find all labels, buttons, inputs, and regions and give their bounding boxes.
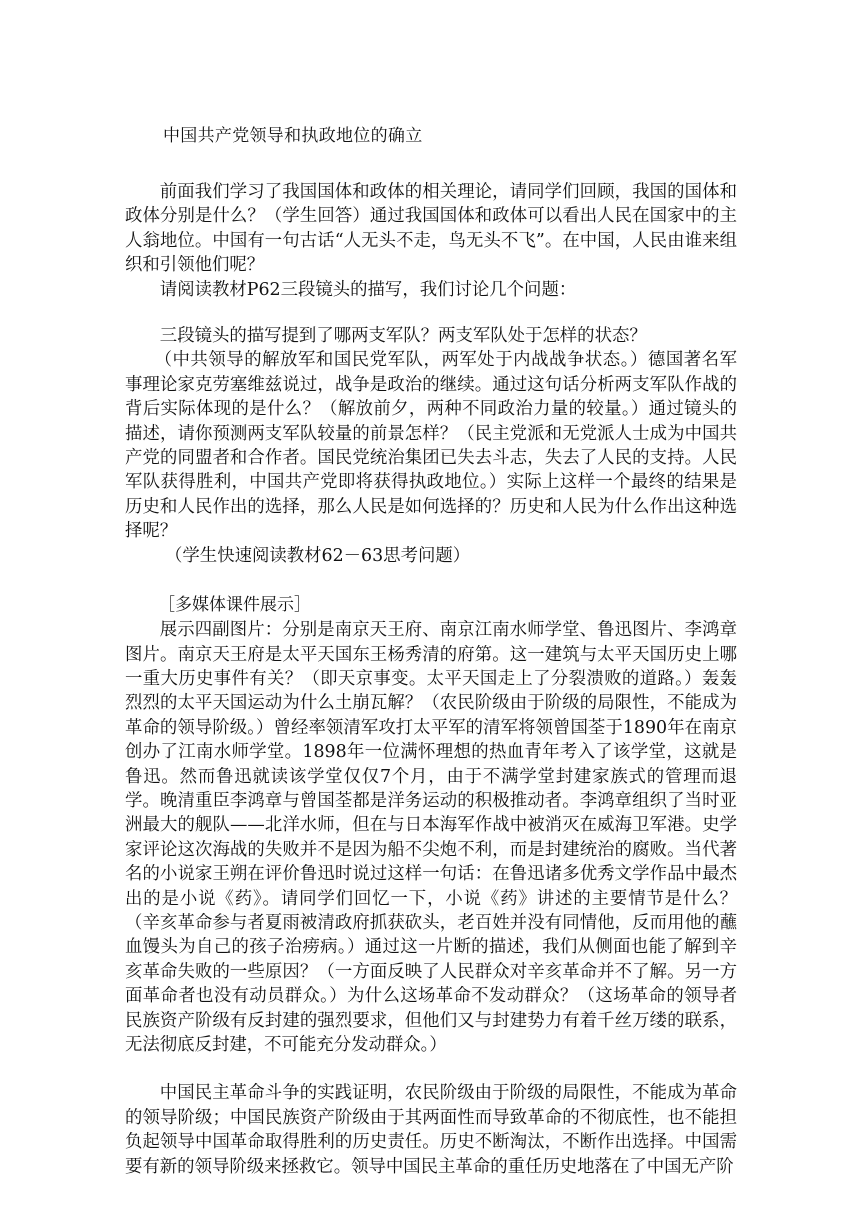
reading-instruction-paragraph: 请阅读教材P62三段镜头的描写，我们讨论几个问题： xyxy=(159,279,577,300)
document-title: 中国共产党领导和执政地位的确立 xyxy=(163,126,423,146)
discussion-paragraph: （中共领导的解放军和国民党军队，两军处于内战战争状态。）德国著名军事理论家克劳塞维兹说过，战争是政治的继续。通过这句话分析两支军队作战的背后实际体现的是什么？（解放前夕，两种不同政治力量的较量。）通过镜头的描述，请你预测两支军队较量的前景怎样？（民主党派和无党派人士成为中国共产党的同盟者和合作者。国民党统治集团已失去斗志，失去了人民的支持。人民军队获得胜利，中国共产党即将获得执政地位。）实际上这样一个最终的结果是历史和人民作出的选择，那么人民是如何选择的？历史和人民为什么作出这种选择呢？ xyxy=(125,350,737,542)
conclusion-paragraph: 中国民主革命斗争的实践证明，农民阶级由于阶级的局限性，不能成为革命的领导阶级；中国民族资产阶级由于其两面性而导致革命的不彻底性，也不能担负起领导中国革命取得胜利的历史责任。历史不断淘汰，不断作出选择。中国需要有新的领导阶级来拯救它。领导中国民主革命的重任历史地落在了中国无产阶 xyxy=(125,1083,737,1177)
multimedia-heading: ［多媒体课件展示］ xyxy=(158,595,311,616)
student-activity-paragraph: （学生快速阅读教材62－63思考问题） xyxy=(165,545,471,566)
blank-line xyxy=(125,1057,737,1081)
question-paragraph: 三段镜头的描写提到了哪两支军队？两支军队处于怎样的状态？ xyxy=(159,326,647,347)
blank-line xyxy=(125,302,737,324)
document-page xyxy=(125,122,737,1179)
intro-paragraph: 前面我们学习了我国国体和政体的相关理论，请同学们回顾，我国的国体和政体分别是什么？（学生回答）通过我国国体和政体可以看出人民在国家中的主人翁地位。中国有一句古话“人无头不走，鸟无头不飞”。在中国，人民由谁来组织和引领他们呢？ xyxy=(125,182,737,276)
blank-line xyxy=(125,568,737,592)
multimedia-paragraph: 展示四副图片：分别是南京天王府、南京江南水师学堂、鲁迅图片、李鸿章图片。南京天王府是太平天国东王杨秀清的府第。这一建筑与太平天国历史上哪一重大历史事件有关？（即天京事变。太平天国走上了分裂溃败的道路。）轰轰烈烈的太平天国运动为什么土崩瓦解？（农民阶级由于阶级的局限性，不能成为革命的领导阶级。）曾经率领清军攻打太平军的清军将领曾国荃于1890年在南京创办了江南水师学堂。1898年一位满怀理想的热血青年考入了该学堂，这就是鲁迅。然而鲁迅就读该学堂仅仅7个月，由于不满学堂封建家族式的管理而退学。晚清重臣李鸿章与曾国荃都是洋务运动的积极推动者。李鸿章组织了当时亚洲最大的舰队——北洋水师，但在与日本海军作战中被消灭在威海卫军港。史学家评论这次海战的失败并不是因为船不尖炮不利，而是封建统治的腐败。当代著名的小说家王朔在评价鲁迅时说过这样一句话：在鲁迅诸多优秀文学作品中最杰出的是小说《药》。请同学们回忆一下，小说《药》讲述的主要情节是什么？（辛亥革命参与者夏雨被清政府抓获砍头，老百姓并没有同情他，反而用他的蘸血馒头为自己的孩子治痨病。）通过这一片断的描述，我们从侧面也能了解到辛亥革命失败的一些原因？（一方面反映了人民群众对辛亥革命并不了解。另一方面革命者也没有动员群众。）为什么这场革命不发动群众？（这场革命的领导者民族资产阶级有反封建的强烈要求，但他们又与封建势力有着千丝万缕的联系，无法彻底反封建，不可能充分发动群众。） xyxy=(125,620,737,1055)
blank-line xyxy=(125,151,737,180)
